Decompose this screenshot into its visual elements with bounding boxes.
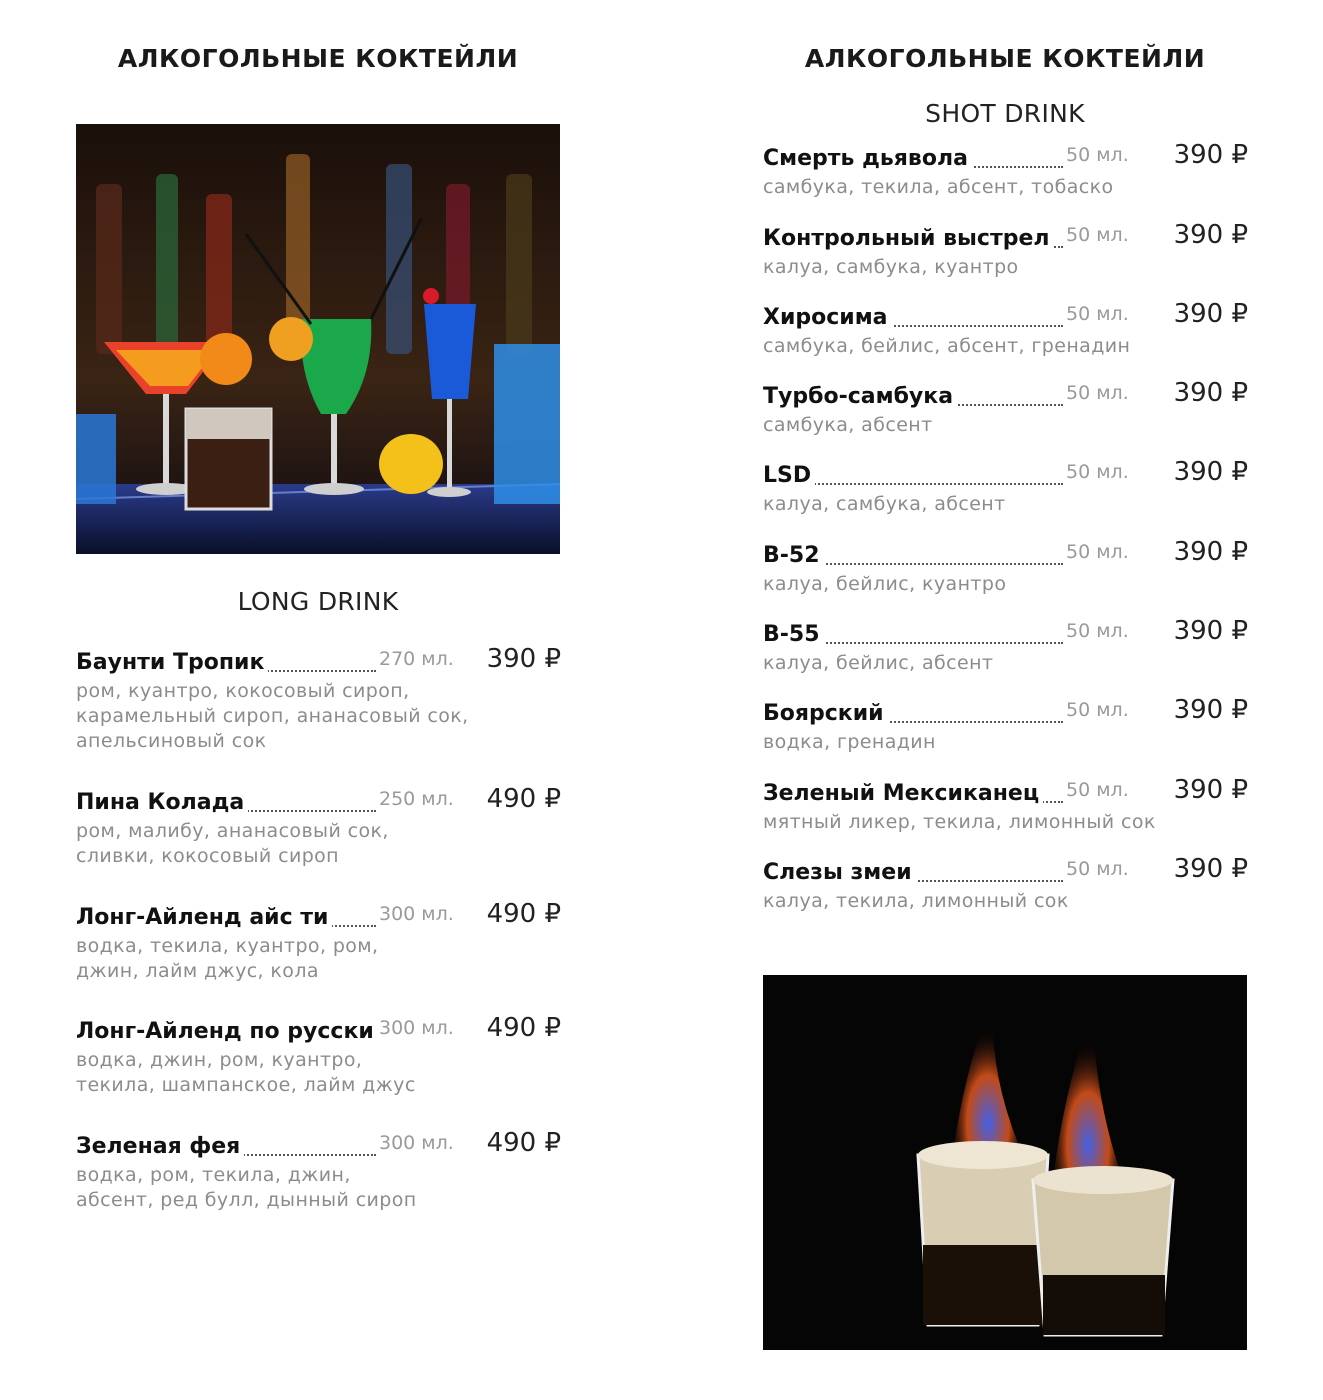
item-price: 390 ₽ bbox=[1173, 695, 1248, 725]
item-ingredients: самбука, текила, абсент, тобаско bbox=[763, 176, 1114, 198]
ingredients-line: водка, джин, ром, куантро, bbox=[76, 1049, 363, 1071]
ingredients-line: абсент, ред булл, дынный сироп bbox=[76, 1189, 417, 1211]
ingredients-line: ром, куантро, кокосовый сироп, bbox=[76, 680, 410, 702]
item-volume: 300 мл. bbox=[379, 1017, 454, 1039]
right-page-heading: АЛКОГОЛЬНЫЕ КОКТЕЙЛИ bbox=[804, 44, 1206, 73]
menu-item bbox=[763, 220, 1248, 280]
item-ingredients: водка, гренадин bbox=[763, 731, 936, 753]
item-ingredients: калуа, текила, лимонный сок bbox=[763, 890, 1069, 912]
item-volume: 300 мл. bbox=[379, 903, 454, 925]
menu-item bbox=[763, 457, 1248, 517]
menu-item bbox=[763, 695, 1248, 755]
item-ingredients: самбука, абсент bbox=[763, 414, 933, 436]
item-volume: 300 мл. bbox=[379, 1132, 454, 1154]
item-ingredients: самбука, бейлис, абсент, гренадин bbox=[763, 335, 1131, 357]
item-volume: 50 мл. bbox=[1066, 461, 1129, 483]
item-price: 390 ₽ bbox=[1173, 378, 1248, 408]
item-ingredients: калуа, бейлис, абсент bbox=[763, 652, 994, 674]
item-name: Смерть дьявола bbox=[763, 146, 972, 171]
menu-item bbox=[763, 537, 1248, 597]
item-name: B-55 bbox=[763, 622, 824, 647]
item-name: Хиросима bbox=[763, 305, 892, 330]
item-ingredients bbox=[76, 1048, 561, 1098]
ingredients-line: карамельный сироп, ананасовый сок, bbox=[76, 705, 469, 727]
item-volume: 50 мл. bbox=[1066, 620, 1129, 642]
menu-item bbox=[76, 784, 561, 869]
item-name: Контрольный выстрел bbox=[763, 226, 1054, 251]
menu-item bbox=[76, 1013, 561, 1098]
item-ingredients bbox=[76, 679, 561, 754]
item-volume: 270 мл. bbox=[379, 648, 454, 670]
left-page-heading: АЛКОГОЛЬНЫЕ КОКТЕЙЛИ bbox=[117, 44, 519, 73]
item-price: 390 ₽ bbox=[1173, 140, 1248, 170]
item-volume: 50 мл. bbox=[1066, 858, 1129, 880]
menu-item bbox=[763, 775, 1248, 835]
ingredients-line: водка, текила, куантро, ром, bbox=[76, 935, 379, 957]
item-price: 390 ₽ bbox=[1173, 220, 1248, 250]
menu-item bbox=[763, 378, 1248, 438]
item-volume: 50 мл. bbox=[1066, 224, 1129, 246]
ingredients-line: ром, малибу, ананасовый сок, bbox=[76, 820, 389, 842]
ingredients-line: водка, ром, текила, джин, bbox=[76, 1164, 351, 1186]
ingredients-line: джин, лайм джус, кола bbox=[76, 960, 319, 982]
item-price: 490 ₽ bbox=[486, 1128, 561, 1158]
item-price: 490 ₽ bbox=[486, 1013, 561, 1043]
item-name: Пина Колада bbox=[76, 790, 248, 815]
item-name: Слезы змеи bbox=[763, 860, 916, 885]
item-volume: 250 мл. bbox=[379, 788, 454, 810]
item-name: LSD bbox=[763, 463, 815, 488]
item-ingredients bbox=[76, 819, 561, 869]
item-volume: 50 мл. bbox=[1066, 779, 1129, 801]
item-ingredients: мятный ликер, текила, лимонный сок bbox=[763, 811, 1156, 833]
item-price: 390 ₽ bbox=[1173, 616, 1248, 646]
cocktails-photo bbox=[76, 124, 560, 554]
item-price: 390 ₽ bbox=[486, 644, 561, 674]
menu-item bbox=[76, 644, 561, 754]
menu-item bbox=[76, 899, 561, 984]
item-name: Турбо-самбука bbox=[763, 384, 957, 409]
ingredients-line: сливки, кокосовый сироп bbox=[76, 845, 340, 867]
ingredients-line: апельсиновый сок bbox=[76, 730, 267, 752]
item-name: Лонг-Айленд айс ти bbox=[76, 905, 332, 930]
item-ingredients bbox=[76, 1163, 561, 1213]
long-drink-section-title: LONG DRINK bbox=[237, 587, 399, 616]
item-price: 390 ₽ bbox=[1173, 537, 1248, 567]
item-ingredients bbox=[76, 934, 561, 984]
item-volume: 50 мл. bbox=[1066, 382, 1129, 404]
flaming-shots-photo bbox=[763, 975, 1247, 1350]
item-volume: 50 мл. bbox=[1066, 541, 1129, 563]
item-price: 390 ₽ bbox=[1173, 775, 1248, 805]
item-ingredients: калуа, самбука, абсент bbox=[763, 493, 1006, 515]
item-name: B-52 bbox=[763, 543, 824, 568]
item-volume: 50 мл. bbox=[1066, 144, 1129, 166]
item-volume: 50 мл. bbox=[1066, 699, 1129, 721]
menu-item bbox=[763, 854, 1248, 914]
item-ingredients: калуа, бейлис, куантро bbox=[763, 573, 1007, 595]
item-price: 390 ₽ bbox=[1173, 457, 1248, 487]
item-volume: 50 мл. bbox=[1066, 303, 1129, 325]
item-name: Боярский bbox=[763, 701, 888, 726]
item-name: Зеленая фея bbox=[76, 1134, 244, 1159]
shot-drink-section-title: SHOT DRINK bbox=[925, 99, 1085, 128]
item-price: 390 ₽ bbox=[1173, 854, 1248, 884]
item-price: 490 ₽ bbox=[486, 784, 561, 814]
menu-item bbox=[763, 616, 1248, 676]
menu-item bbox=[763, 299, 1248, 359]
ingredients-line: текила, шампанское, лайм джус bbox=[76, 1074, 416, 1096]
item-price: 390 ₽ bbox=[1173, 299, 1248, 329]
item-name: Лонг-Айленд по русски bbox=[76, 1019, 378, 1044]
menu-item bbox=[76, 1128, 561, 1213]
menu-item bbox=[763, 140, 1248, 200]
item-price: 490 ₽ bbox=[486, 899, 561, 929]
item-name: Баунти Тропик bbox=[76, 650, 268, 675]
item-name: Зеленый Мексиканец bbox=[763, 781, 1043, 806]
item-ingredients: калуа, самбука, куантро bbox=[763, 256, 1019, 278]
